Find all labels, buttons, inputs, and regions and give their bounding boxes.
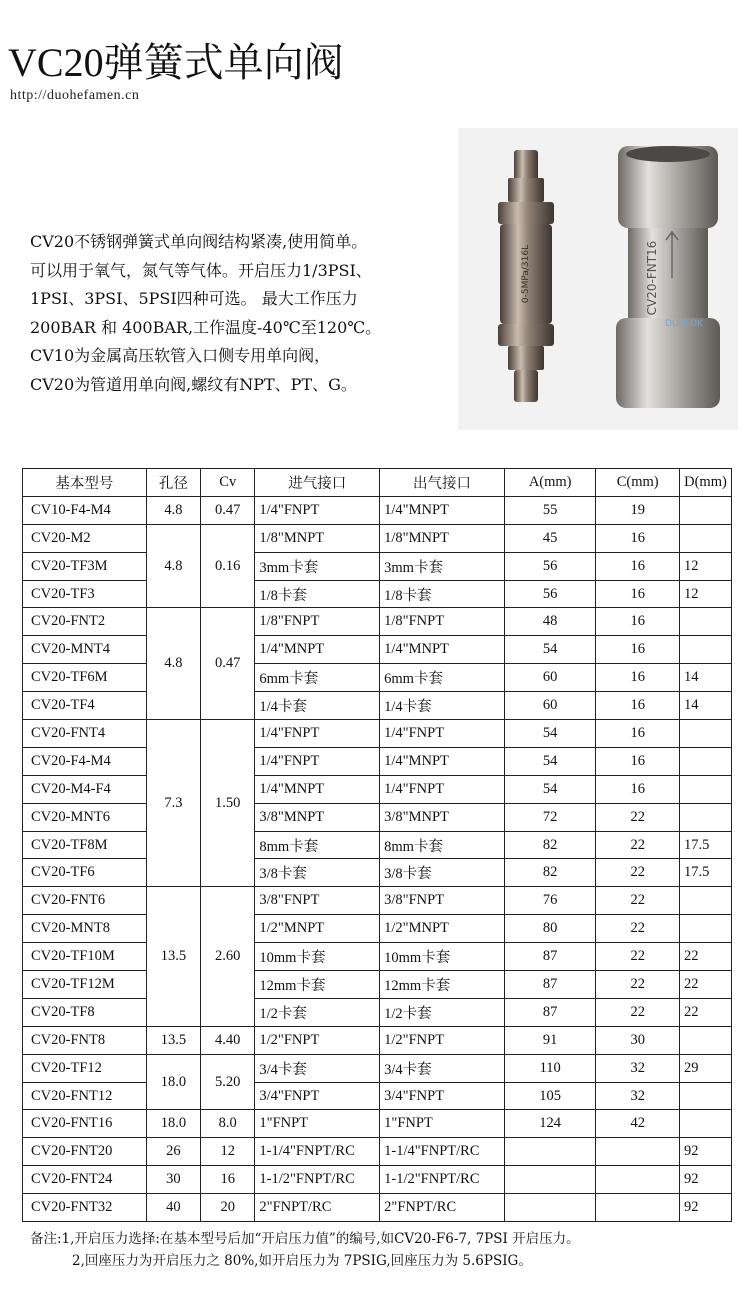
cell-a: 48 (504, 608, 596, 636)
cell-d: 12 (679, 552, 731, 580)
cell-model: CV20-FNT4 (23, 720, 147, 748)
notes (30, 1228, 580, 1272)
cell-c: 16 (596, 552, 680, 580)
table-row (23, 1082, 732, 1110)
table-row (23, 887, 732, 915)
cell-c: 16 (596, 524, 680, 552)
cell-cv: 0.47 (201, 496, 255, 524)
cell-model: CV20-FNT6 (23, 887, 147, 915)
cell-a: 54 (504, 747, 596, 775)
cell-inlet: 1/2卡套 (255, 998, 380, 1026)
large-valve-marking: CV20-FNT16 (645, 240, 659, 316)
cell-d (679, 524, 731, 552)
small-valve-marking: 0-5MPa/316L (521, 244, 531, 304)
cell-outlet: 3mm卡套 (380, 552, 505, 580)
cell-inlet: 8mm卡套 (255, 831, 380, 859)
cell-inlet: 1"FNPT (255, 1110, 380, 1138)
page-title: VC20弹簧式单向阀 (8, 40, 344, 85)
intro-line: CV20为管道用单向阀,螺纹有NPT、PT、G。 (30, 374, 357, 394)
cell-d: 22 (679, 971, 731, 999)
cell-model: CV20-TF6M (23, 664, 147, 692)
cell-d: 12 (679, 580, 731, 608)
intro-line: 可以用于氧气，氮气等气体。开启压力1/3PSI、 (30, 260, 372, 280)
cell-model: CV20-MNT4 (23, 636, 147, 664)
cell-a: 80 (504, 915, 596, 943)
cell-a: 91 (504, 1026, 596, 1054)
cell-model: CV20-TF6 (23, 859, 147, 887)
cell-model: CV20-FNT24 (23, 1166, 147, 1194)
cell-bore: 4.8 (146, 496, 200, 524)
cell-bore: 18.0 (146, 1054, 200, 1110)
cell-a: 105 (504, 1082, 596, 1110)
cell-model: CV20-FNT12 (23, 1082, 147, 1110)
cell-outlet: 3/4卡套 (380, 1054, 505, 1082)
cell-outlet: 3/8"FNPT (380, 887, 505, 915)
cell-bore: 30 (146, 1166, 200, 1194)
cell-outlet: 3/4"FNPT (380, 1082, 505, 1110)
cell-a: 110 (504, 1054, 596, 1082)
table-row (23, 720, 732, 748)
cell-outlet: 1/8"MNPT (380, 524, 505, 552)
cell-bore: 40 (146, 1194, 200, 1222)
cell-inlet: 3/4"FNPT (255, 1082, 380, 1110)
cell-inlet: 3mm卡套 (255, 552, 380, 580)
cell-inlet: 1/2"MNPT (255, 915, 380, 943)
cell-inlet: 3/4卡套 (255, 1054, 380, 1082)
cell-inlet: 1/4"FNPT (255, 496, 380, 524)
header-cv: Cv (201, 469, 255, 497)
cell-outlet: 8mm卡套 (380, 831, 505, 859)
cell-c: 22 (596, 943, 680, 971)
table-row (23, 496, 732, 524)
cell-d: 29 (679, 1054, 731, 1082)
cell-inlet: 1/8"MNPT (255, 524, 380, 552)
cell-bore: 13.5 (146, 1026, 200, 1054)
cell-inlet: 1/4"FNPT (255, 720, 380, 748)
cell-model: CV20-TF12 (23, 1054, 147, 1082)
table-row (23, 971, 732, 999)
cell-d: 92 (679, 1194, 731, 1222)
cell-outlet: 3/8卡套 (380, 859, 505, 887)
cell-outlet: 1"FNPT (380, 1110, 505, 1138)
cell-a: 76 (504, 887, 596, 915)
cell-c: 42 (596, 1110, 680, 1138)
table-row (23, 998, 732, 1026)
cell-c: 16 (596, 720, 680, 748)
table-row (23, 608, 732, 636)
cell-bore: 4.8 (146, 524, 200, 608)
table-row (23, 943, 732, 971)
cell-d (679, 775, 731, 803)
table-row (23, 747, 732, 775)
spec-table (22, 468, 732, 1222)
cell-inlet: 10mm卡套 (255, 943, 380, 971)
cell-c: 22 (596, 971, 680, 999)
cell-cv: 2.60 (201, 887, 255, 1026)
cell-model: CV20-FNT8 (23, 1026, 147, 1054)
cell-outlet: 1/8卡套 (380, 580, 505, 608)
cell-a: 54 (504, 720, 596, 748)
cell-model: CV20-M4-F4 (23, 775, 147, 803)
cell-c: 22 (596, 831, 680, 859)
cell-a: 82 (504, 859, 596, 887)
header-a: A(mm) (504, 469, 596, 497)
cell-d (679, 887, 731, 915)
cell-outlet: 1-1/2"FNPT/RC (380, 1166, 505, 1194)
cell-c: 22 (596, 859, 680, 887)
table-row (23, 859, 732, 887)
note-line: 2,回座压力为开启压力之 80%,如开启压力为 7PSIG,回座压力为 5.6PSIG。 (72, 1253, 532, 1269)
cell-cv: 8.0 (201, 1110, 255, 1138)
table-body (23, 496, 732, 1221)
cell-inlet: 1-1/4"FNPT/RC (255, 1138, 380, 1166)
cell-model: CV20-TF3M (23, 552, 147, 580)
cell-inlet: 1/4"FNPT (255, 747, 380, 775)
cell-inlet: 1/4"MNPT (255, 775, 380, 803)
cell-inlet: 1-1/2"FNPT/RC (255, 1166, 380, 1194)
cell-d (679, 608, 731, 636)
table-row (23, 1026, 732, 1054)
table-row (23, 1138, 732, 1166)
cell-inlet: 3/8"FNPT (255, 887, 380, 915)
cell-outlet: 2"FNPT/RC (380, 1194, 505, 1222)
cell-model: CV20-TF8 (23, 998, 147, 1026)
cell-bore: 4.8 (146, 608, 200, 720)
header-model: 基本型号 (23, 469, 147, 497)
header-inlet: 进气接口 (255, 469, 380, 497)
cell-model: CV20-FNT32 (23, 1194, 147, 1222)
cell-outlet: 1/4"MNPT (380, 636, 505, 664)
cell-model: CV20-FNT20 (23, 1138, 147, 1166)
cell-inlet: 1/8卡套 (255, 580, 380, 608)
cell-d (679, 720, 731, 748)
cell-model: CV20-F4-M4 (23, 747, 147, 775)
cell-outlet: 1-1/4"FNPT/RC (380, 1138, 505, 1166)
cell-d (679, 636, 731, 664)
cell-c: 16 (596, 775, 680, 803)
table-row (23, 692, 732, 720)
cell-d: 22 (679, 943, 731, 971)
cell-cv: 0.47 (201, 608, 255, 720)
cell-inlet: 1/4"MNPT (255, 636, 380, 664)
cell-c (596, 1166, 680, 1194)
cell-c (596, 1194, 680, 1222)
cell-model: CV20-FNT16 (23, 1110, 147, 1138)
cell-inlet: 3/8卡套 (255, 859, 380, 887)
cell-c: 16 (596, 608, 680, 636)
cell-a: 87 (504, 971, 596, 999)
cell-d (679, 496, 731, 524)
cell-c: 16 (596, 747, 680, 775)
cell-outlet: 1/4"FNPT (380, 775, 505, 803)
cell-d (679, 1082, 731, 1110)
table-row (23, 636, 732, 664)
intro-text (30, 228, 450, 399)
table-row (23, 803, 732, 831)
table-row (23, 1166, 732, 1194)
cell-outlet: 1/2"FNPT (380, 1026, 505, 1054)
cell-c: 22 (596, 915, 680, 943)
cell-a (504, 1166, 596, 1194)
cell-a: 55 (504, 496, 596, 524)
table-row (23, 580, 732, 608)
cell-inlet: 2"FNPT/RC (255, 1194, 380, 1222)
cell-c: 32 (596, 1054, 680, 1082)
cell-outlet: 1/4"MNPT (380, 496, 505, 524)
cell-c: 22 (596, 803, 680, 831)
cell-cv: 0.16 (201, 524, 255, 608)
cell-outlet: 1/4"MNPT (380, 747, 505, 775)
cell-outlet: 6mm卡套 (380, 664, 505, 692)
cell-a: 87 (504, 998, 596, 1026)
cell-a: 60 (504, 664, 596, 692)
table-row (23, 775, 732, 803)
cell-a: 54 (504, 636, 596, 664)
cell-d (679, 1026, 731, 1054)
cell-model: CV20-MNT8 (23, 915, 147, 943)
intro-line: CV10为金属高压软管入口侧专用单向阀， (30, 346, 331, 365)
table-row (23, 831, 732, 859)
cell-a: 56 (504, 552, 596, 580)
cell-outlet: 3/8"MNPT (380, 803, 505, 831)
cell-model: CV20-FNT2 (23, 608, 147, 636)
cell-a: 60 (504, 692, 596, 720)
cell-c: 16 (596, 580, 680, 608)
table-row (23, 552, 732, 580)
table-header-row (23, 469, 732, 497)
cell-d: 17.5 (679, 831, 731, 859)
cell-model: CV20-TF8M (23, 831, 147, 859)
cell-model: CV20-MNT6 (23, 803, 147, 831)
cell-a: 54 (504, 775, 596, 803)
table-row (23, 915, 732, 943)
cell-c: 30 (596, 1026, 680, 1054)
cell-model: CV10-F4-M4 (23, 496, 147, 524)
header-d: D(mm) (679, 469, 731, 497)
cell-inlet: 1/2"FNPT (255, 1026, 380, 1054)
header-outlet: 出气接口 (380, 469, 505, 497)
valve-illustration (458, 128, 738, 430)
cell-bore: 18.0 (146, 1110, 200, 1138)
cell-inlet: 6mm卡套 (255, 664, 380, 692)
cell-cv: 12 (201, 1138, 255, 1166)
table-row (23, 1194, 732, 1222)
cell-a: 72 (504, 803, 596, 831)
cell-c: 19 (596, 496, 680, 524)
cell-a: 82 (504, 831, 596, 859)
cell-a: 124 (504, 1110, 596, 1138)
cell-bore: 7.3 (146, 720, 200, 887)
note-line: 备注:1,开启压力选择:在基本型号后加“开启压力值”的编号,如CV20-F6-7, 7PSI 开启压力。 (30, 1231, 580, 1247)
cell-outlet: 10mm卡套 (380, 943, 505, 971)
cell-outlet: 1/2"MNPT (380, 915, 505, 943)
cell-outlet: 1/8"FNPT (380, 608, 505, 636)
cell-inlet: 1/4卡套 (255, 692, 380, 720)
cell-cv: 16 (201, 1166, 255, 1194)
cell-d: 92 (679, 1166, 731, 1194)
cell-c: 16 (596, 664, 680, 692)
cell-d: 14 (679, 692, 731, 720)
product-photo (458, 128, 738, 430)
cell-a: 87 (504, 943, 596, 971)
intro-line: CV20不锈钢弹簧式单向阀结构紧凑,使用简单。 (30, 232, 368, 251)
cell-cv: 1.50 (201, 720, 255, 887)
cell-inlet: 12mm卡套 (255, 971, 380, 999)
intro-line: 1PSI、3PSI、5PSI四种可选。 最大工作压力 (30, 289, 358, 308)
cell-d (679, 1110, 731, 1138)
large-valve (616, 146, 720, 408)
intro-line: 200BAR 和 400BAR,工作温度-40℃至120℃。 (30, 317, 382, 337)
cell-inlet: 1/8"FNPT (255, 608, 380, 636)
cell-d (679, 803, 731, 831)
cell-outlet: 1/4卡套 (380, 692, 505, 720)
cell-a: 56 (504, 580, 596, 608)
cell-c: 16 (596, 692, 680, 720)
cell-d: 17.5 (679, 859, 731, 887)
cell-d (679, 915, 731, 943)
watermark-logo: DUHLOK (665, 319, 703, 329)
cell-inlet: 3/8"MNPT (255, 803, 380, 831)
header-bore: 孔径 (146, 469, 200, 497)
cell-model: CV20-M2 (23, 524, 147, 552)
cell-model: CV20-TF3 (23, 580, 147, 608)
cell-d: 92 (679, 1138, 731, 1166)
cell-c (596, 1138, 680, 1166)
table-row (23, 524, 732, 552)
cell-a (504, 1194, 596, 1222)
table-row (23, 664, 732, 692)
cell-bore: 26 (146, 1138, 200, 1166)
cell-model: CV20-TF4 (23, 692, 147, 720)
cell-cv: 5.20 (201, 1054, 255, 1110)
cell-d: 22 (679, 998, 731, 1026)
table-row (23, 1110, 732, 1138)
cell-d (679, 747, 731, 775)
cell-model: CV20-TF10M (23, 943, 147, 971)
cell-outlet: 1/4"FNPT (380, 720, 505, 748)
cell-model: CV20-TF12M (23, 971, 147, 999)
cell-d: 14 (679, 664, 731, 692)
header-c: C(mm) (596, 469, 680, 497)
cell-c: 22 (596, 998, 680, 1026)
website-url[interactable]: http://duohefamen.cn (10, 88, 140, 103)
cell-c: 16 (596, 636, 680, 664)
table-row (23, 1054, 732, 1082)
cell-cv: 20 (201, 1194, 255, 1222)
cell-outlet: 12mm卡套 (380, 971, 505, 999)
small-valve (498, 150, 554, 402)
cell-c: 32 (596, 1082, 680, 1110)
cell-a: 45 (504, 524, 596, 552)
cell-a (504, 1138, 596, 1166)
cell-c: 22 (596, 887, 680, 915)
cell-outlet: 1/2卡套 (380, 998, 505, 1026)
cell-bore: 13.5 (146, 887, 200, 1026)
cell-cv: 4.40 (201, 1026, 255, 1054)
